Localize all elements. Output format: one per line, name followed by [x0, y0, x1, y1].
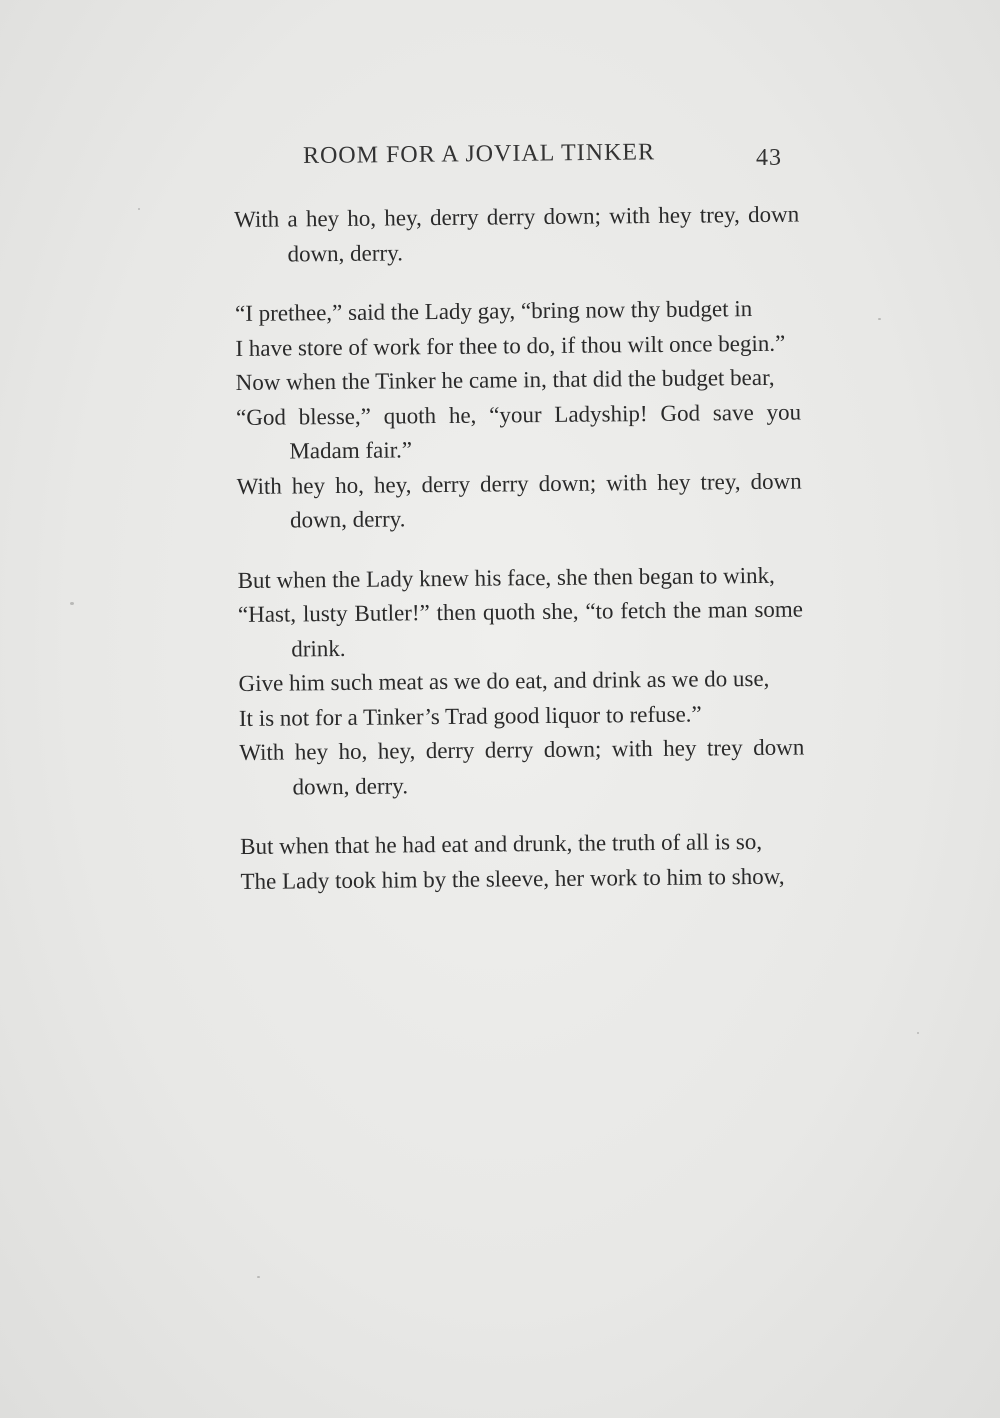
verse-line: “I prethee,” said the Lady gay, “bring now thy budget in [234, 296, 753, 326]
speck [70, 602, 74, 605]
poem-body [234, 198, 806, 924]
running-title: ROOM FOR A JOVIAL TINKER [302, 139, 656, 169]
verse-line: It is not for a Tinker’s Trad good liquor to refuse.” [238, 701, 702, 731]
verse-line: With a hey ho, hey, derry derry down; with hey trey, down down, derry. [234, 201, 800, 266]
page-number: 43 [756, 145, 782, 171]
verse-line: “Hast, lusty Butler!” then quoth she, “to fetch the man some drink. [237, 596, 804, 661]
verse-line: “God blesse,” quoth he, “your Ladyship! God save you Madam fair.” [235, 399, 802, 464]
speck [878, 318, 881, 320]
verse-line: I have store of work for thee to do, if thou wilt once begin.” [235, 330, 786, 361]
speck [917, 1032, 919, 1034]
verse-line: With hey ho, hey, derry derry down; with hey trey down down, derry. [239, 734, 805, 799]
stanza [235, 292, 802, 539]
verse-line: The Lady took him by the sleeve, her work to him to show, [240, 863, 785, 894]
verse-line: But when that he had eat and drunk, the truth of all is so, [240, 828, 763, 859]
stanza [234, 198, 800, 272]
page-header [300, 139, 790, 183]
stanza [240, 825, 806, 899]
verse-line: But when the Lady knew his face, she then began to wink, [237, 562, 775, 593]
verse-line: Now when the Tinker he came in, that did the budget bear, [235, 364, 775, 395]
verse-line: With hey ho, hey, derry derry down; with hey trey, down down, derry. [236, 468, 802, 533]
speck [138, 208, 140, 210]
verse-line: Give him such meat as we do eat, and drink as we do use, [238, 665, 770, 696]
speck [257, 1276, 260, 1278]
stanza [237, 558, 804, 805]
